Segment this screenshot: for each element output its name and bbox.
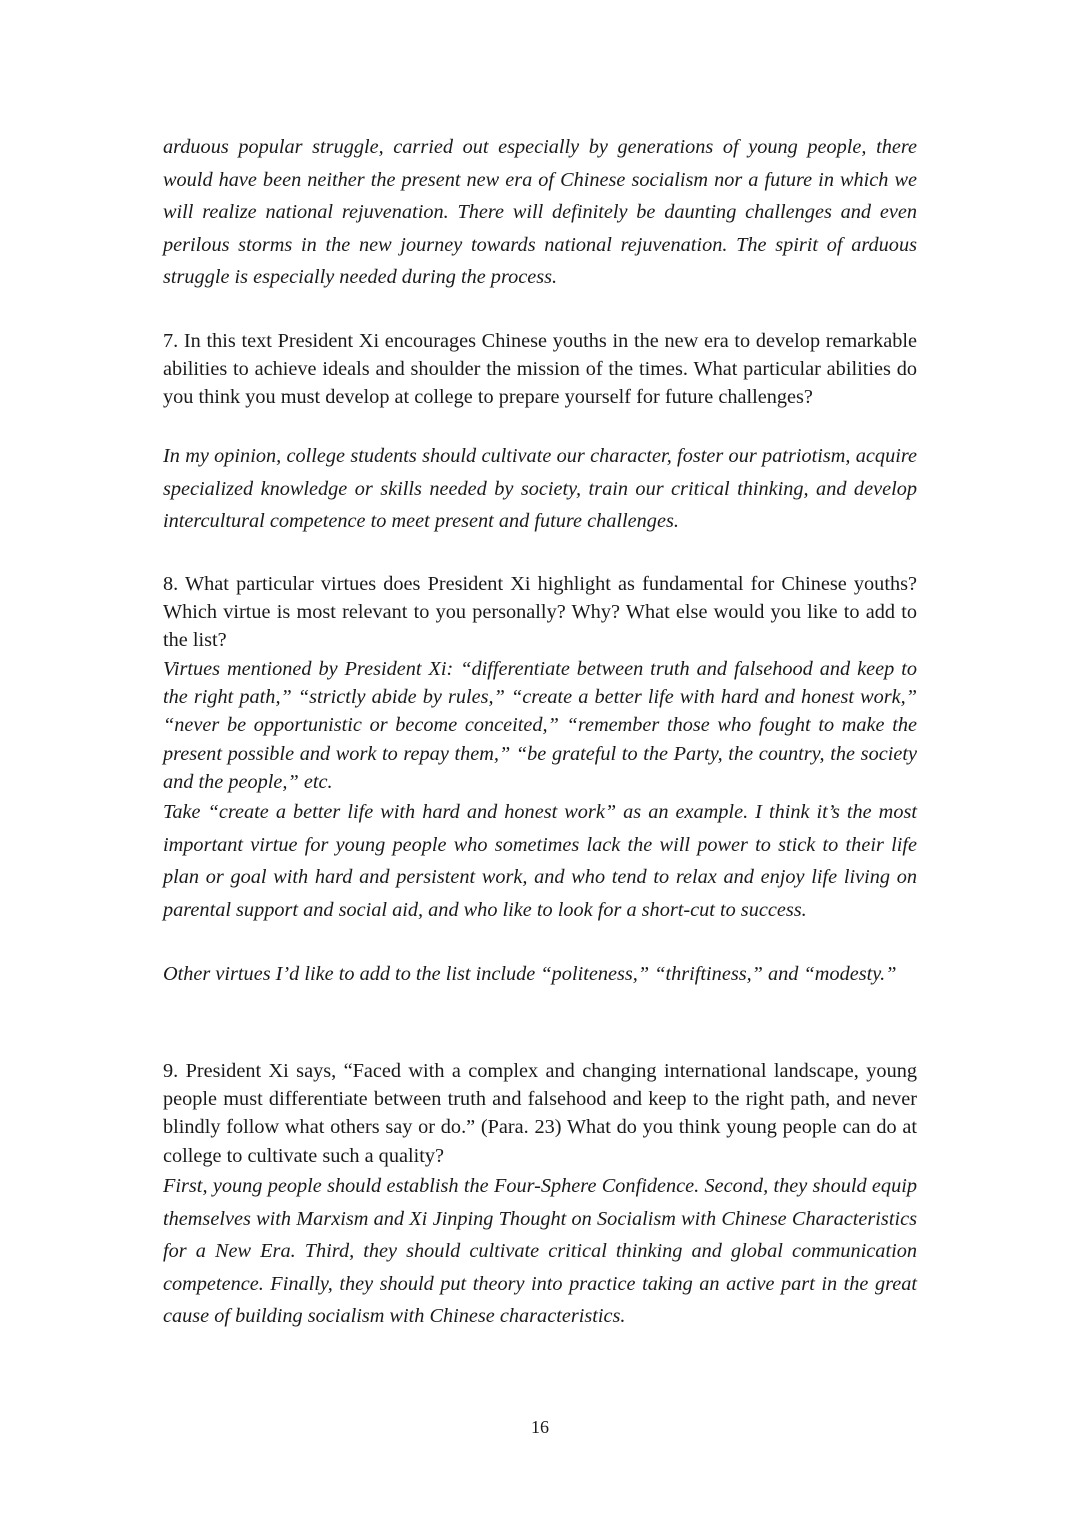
answer-8-example: Take “create a better life with hard and honest work” as an example. I think it’s the most important virtue for young people who sometimes lack the will power to stick to their life plan or goal with hard and persistent work, and who tend to relax and enjoy life living on parental support and social aid, and who like to look for a short-cut to success. (163, 801, 917, 921)
page-number: 16 (531, 1417, 549, 1437)
answer-8-virtues: Virtues mentioned by President Xi: “differentiate between truth and falsehood and keep to the right path,” “strictly abide by rules,” “create a better life with hard and honest work,” “never be opportunistic or become conceited,” “remember those who fought to make the present possible and work to repay them,” “be grateful to the Party, the country, the society and the people,” etc. (163, 658, 917, 793)
question-9: 9. President Xi says, “Faced with a complex and changing international landscape, young people must differentiate between truth and falsehood and keep to the right path, and never blindly follow what others say or do.” (Para. 23) What do you think young people can do at college to cultivate such a quality? (163, 1060, 917, 1167)
answer-8-additions: Other virtues I’d like to add to the list include “politeness,” “thriftiness,” and “modesty.” (163, 963, 897, 985)
question-7: 7. In this text President Xi encourages Chinese youths in the new era to develop remarkable abilities to achieve ideals and shoulder the mission of the times. What particular abilities do you think you must develop at college to prepare yourself for future challenges? (163, 330, 917, 409)
answer-6-continued: arduous popular struggle, carried out especially by generations of young people, there would have been neither the present new era of Chinese socialism nor a future in which we will realize national rejuvenation. There will definitely be daunting challenges and even perilous storms in the new journey towards national rejuvenation. The spirit of arduous struggle is especially needed during the process. (163, 136, 917, 288)
answer-9: First, young people should establish the Four-Sphere Confidence. Second, they should equip themselves with Marxism and Xi Jinping Thought on Socialism with Chinese Characteristics for a New Era. Third, they should cultivate critical thinking and global communication competence. Finally, they should put theory into practice taking an active part in the great cause of building socialism with Chinese characteristics. (163, 1175, 917, 1327)
answer-7: In my opinion, college students should cultivate our character, foster our patriotism, acquire specialized knowledge or skills needed by society, train our critical thinking, and develop intercultural competence to meet present and future challenges. (163, 445, 917, 532)
question-8: 8. What particular virtues does President Xi highlight as fundamental for Chinese youths? Which virtue is most relevant to you personally? Why? What else would you like to add to the list? (163, 573, 917, 652)
